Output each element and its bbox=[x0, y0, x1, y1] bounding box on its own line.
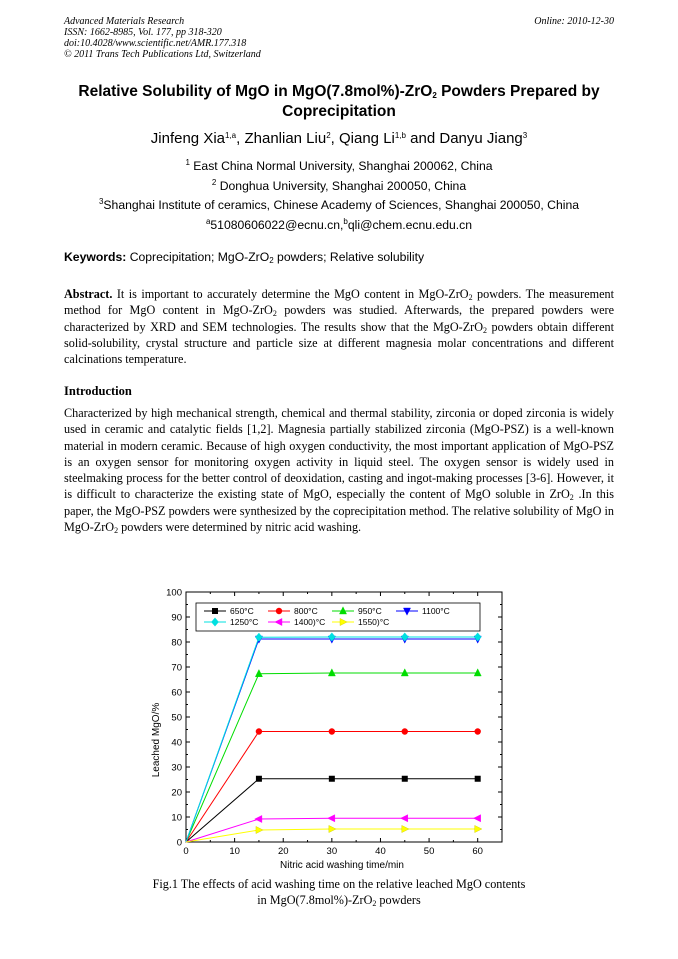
series-1 bbox=[186, 728, 481, 842]
data-point bbox=[473, 815, 480, 822]
y-tick-label: 20 bbox=[171, 787, 182, 799]
email-line: $^a$51080606022@ecnu.cn,$^b$qli@chem.ecnu.edu.cn bbox=[205, 216, 473, 232]
affiliation-2: $^2$ Donghua University, Shanghai 200050, China bbox=[211, 177, 467, 193]
data-point bbox=[402, 728, 408, 734]
data-point bbox=[474, 669, 481, 676]
legend-label: 1100°C bbox=[422, 606, 450, 617]
author-separator: , bbox=[330, 130, 339, 147]
issn: ISSN: 1662-8985, Vol. 177, pp 318-320 bbox=[64, 27, 222, 38]
journal-name: Advanced Materials Research bbox=[64, 16, 185, 27]
data-point bbox=[328, 633, 335, 641]
legend-label: 1400)°C bbox=[294, 617, 326, 628]
x-tick-label: 0 bbox=[183, 846, 189, 857]
x-tick-label: 50 bbox=[423, 846, 435, 857]
series-4 bbox=[186, 633, 481, 842]
author-separator: and bbox=[406, 130, 440, 147]
data-point bbox=[475, 776, 481, 782]
data-point bbox=[402, 776, 408, 782]
y-tick-label: 10 bbox=[171, 812, 182, 824]
data-point bbox=[328, 669, 335, 676]
data-point bbox=[328, 815, 335, 822]
y-tick-label: 30 bbox=[171, 762, 182, 774]
data-point bbox=[256, 826, 263, 833]
y-tick-label: 80 bbox=[171, 637, 182, 649]
legend-label: 950°C bbox=[358, 606, 382, 617]
data-point bbox=[401, 669, 408, 676]
abstract: Abstract. It is important to accurately determine the MgO content in MgO-ZrO$_2$ powders. The measurement method for MgO content in MgO-ZrO$_2$ powders was studied. Afterwards, the prepared powders were characterized by XRD and SEM technologies. The results show that the MgO-ZrO$_2$ powders obtain different solid-solubility, crystal structure and particle size at different magnesia molar concentrations and different calcinations temperature. bbox=[64, 287, 614, 367]
x-tick-label: 60 bbox=[472, 846, 483, 857]
leached-mgo-chart bbox=[145, 582, 520, 872]
author-name: Zhanlian Liu bbox=[244, 130, 327, 147]
legend-label: 800°C bbox=[294, 606, 318, 617]
paper-title: Relative Solubility of MgO in MgO(7.8mol%)-ZrO$_2$ Powders Prepared by Coprecipitation bbox=[78, 83, 600, 120]
y-tick-label: 0 bbox=[176, 837, 182, 849]
affiliation-1: $^1$ East China Normal University, Shanghai 200062, China bbox=[185, 158, 493, 173]
author-name: Danyu Jiang bbox=[439, 130, 523, 147]
x-tick-label: 20 bbox=[277, 846, 289, 857]
author-separator: , bbox=[236, 130, 245, 147]
figure-caption: Fig.1 The effects of acid washing time on the relative leached MgO contents in MgO(7.8mol%)-ZrO$_2$ powders bbox=[152, 877, 526, 908]
y-tick-label: 40 bbox=[171, 737, 182, 749]
affiliations bbox=[40, 157, 638, 235]
data-point bbox=[474, 728, 480, 734]
legend-label: 650°C bbox=[230, 606, 254, 617]
section-heading-introduction: Introduction bbox=[64, 384, 132, 398]
keywords: Keywords: Coprecipitation; MgO-ZrO$_2$ powders; Relative solubility bbox=[64, 250, 425, 265]
author-name: Qiang Li bbox=[339, 130, 395, 147]
affiliation-3: $^3$Shanghai Institute of ceramics, Chinese Academy of Sciences, Shanghai 200050, China bbox=[98, 197, 580, 212]
y-tick-label: 100 bbox=[166, 587, 182, 599]
doi: doi:10.4028/www.scientific.net/AMR.177.318 bbox=[64, 38, 247, 49]
author-affiliation-mark: 2 bbox=[326, 131, 331, 140]
data-point bbox=[255, 670, 262, 677]
journal-info bbox=[64, 16, 261, 60]
data-point bbox=[329, 825, 336, 832]
author-affiliation-mark: 1,a bbox=[225, 131, 237, 140]
data-point bbox=[329, 728, 335, 734]
x-tick-label: 30 bbox=[326, 846, 338, 857]
series-line bbox=[186, 779, 478, 842]
series-line bbox=[186, 637, 478, 842]
legend-label: 1550)°C bbox=[358, 617, 390, 628]
data-point bbox=[329, 776, 335, 782]
author-affiliation-mark: 3 bbox=[522, 131, 528, 140]
legend-label: 1250°C bbox=[230, 617, 259, 628]
data-point bbox=[256, 728, 262, 734]
data-point bbox=[402, 825, 409, 832]
series-line bbox=[186, 732, 478, 843]
legend-marker bbox=[276, 608, 282, 614]
introduction-text: Characterized by high mechanical strength, chemical and thermal stability, zirconia or doped zirconia is widely used in ceramic and catalytic fields [1,2]. Magnesia partially stabilized zirconia (MgO-PSZ) is a well-known material in modern ceramic. Because of high oxygen conductivity, the most important application of MgO-PSZ is an oxygen sensor for monitoring oxygen activity in liquid steel. The oxygen sensor is widely used in steelmaking process for the better control of deoxidation, casting and ingot-making processes [3-6]. However, it is difficult to characterize the existing state of MgO, especially the content of MgO soluble in ZrO$_2$ .In this paper, the MgO-PSZ powders were synthesized by the coprecipitation method. The relative solubility of MgO in MgO-ZrO$_2$ powders were determined by nitric acid washing. bbox=[64, 406, 615, 536]
y-tick-label: 50 bbox=[171, 712, 182, 724]
copyright: © 2011 Trans Tech Publications Ltd, Switzerland bbox=[64, 49, 261, 60]
legend-marker bbox=[212, 608, 218, 614]
y-tick-label: 90 bbox=[171, 612, 182, 624]
author-affiliation-mark: 1,b bbox=[394, 131, 406, 140]
y-tick-label: 60 bbox=[171, 687, 182, 699]
online-date: Online: 2010-12-30 bbox=[534, 16, 614, 27]
data-point bbox=[474, 633, 481, 641]
x-tick-label: 10 bbox=[229, 846, 240, 857]
data-point bbox=[256, 776, 262, 782]
data-point bbox=[475, 825, 482, 832]
y-tick-label: 70 bbox=[171, 662, 182, 674]
data-point bbox=[401, 815, 408, 822]
data-point bbox=[401, 633, 408, 641]
author-name: Jinfeng Xia bbox=[150, 130, 225, 147]
author-list bbox=[40, 130, 638, 147]
data-point bbox=[255, 815, 262, 822]
y-axis-label: Leached MgO/% bbox=[151, 702, 162, 778]
data-point bbox=[255, 633, 262, 641]
x-tick-label: 40 bbox=[375, 846, 386, 857]
series-0 bbox=[186, 776, 481, 842]
x-axis-label: Nitric acid washing time/min bbox=[280, 860, 404, 871]
